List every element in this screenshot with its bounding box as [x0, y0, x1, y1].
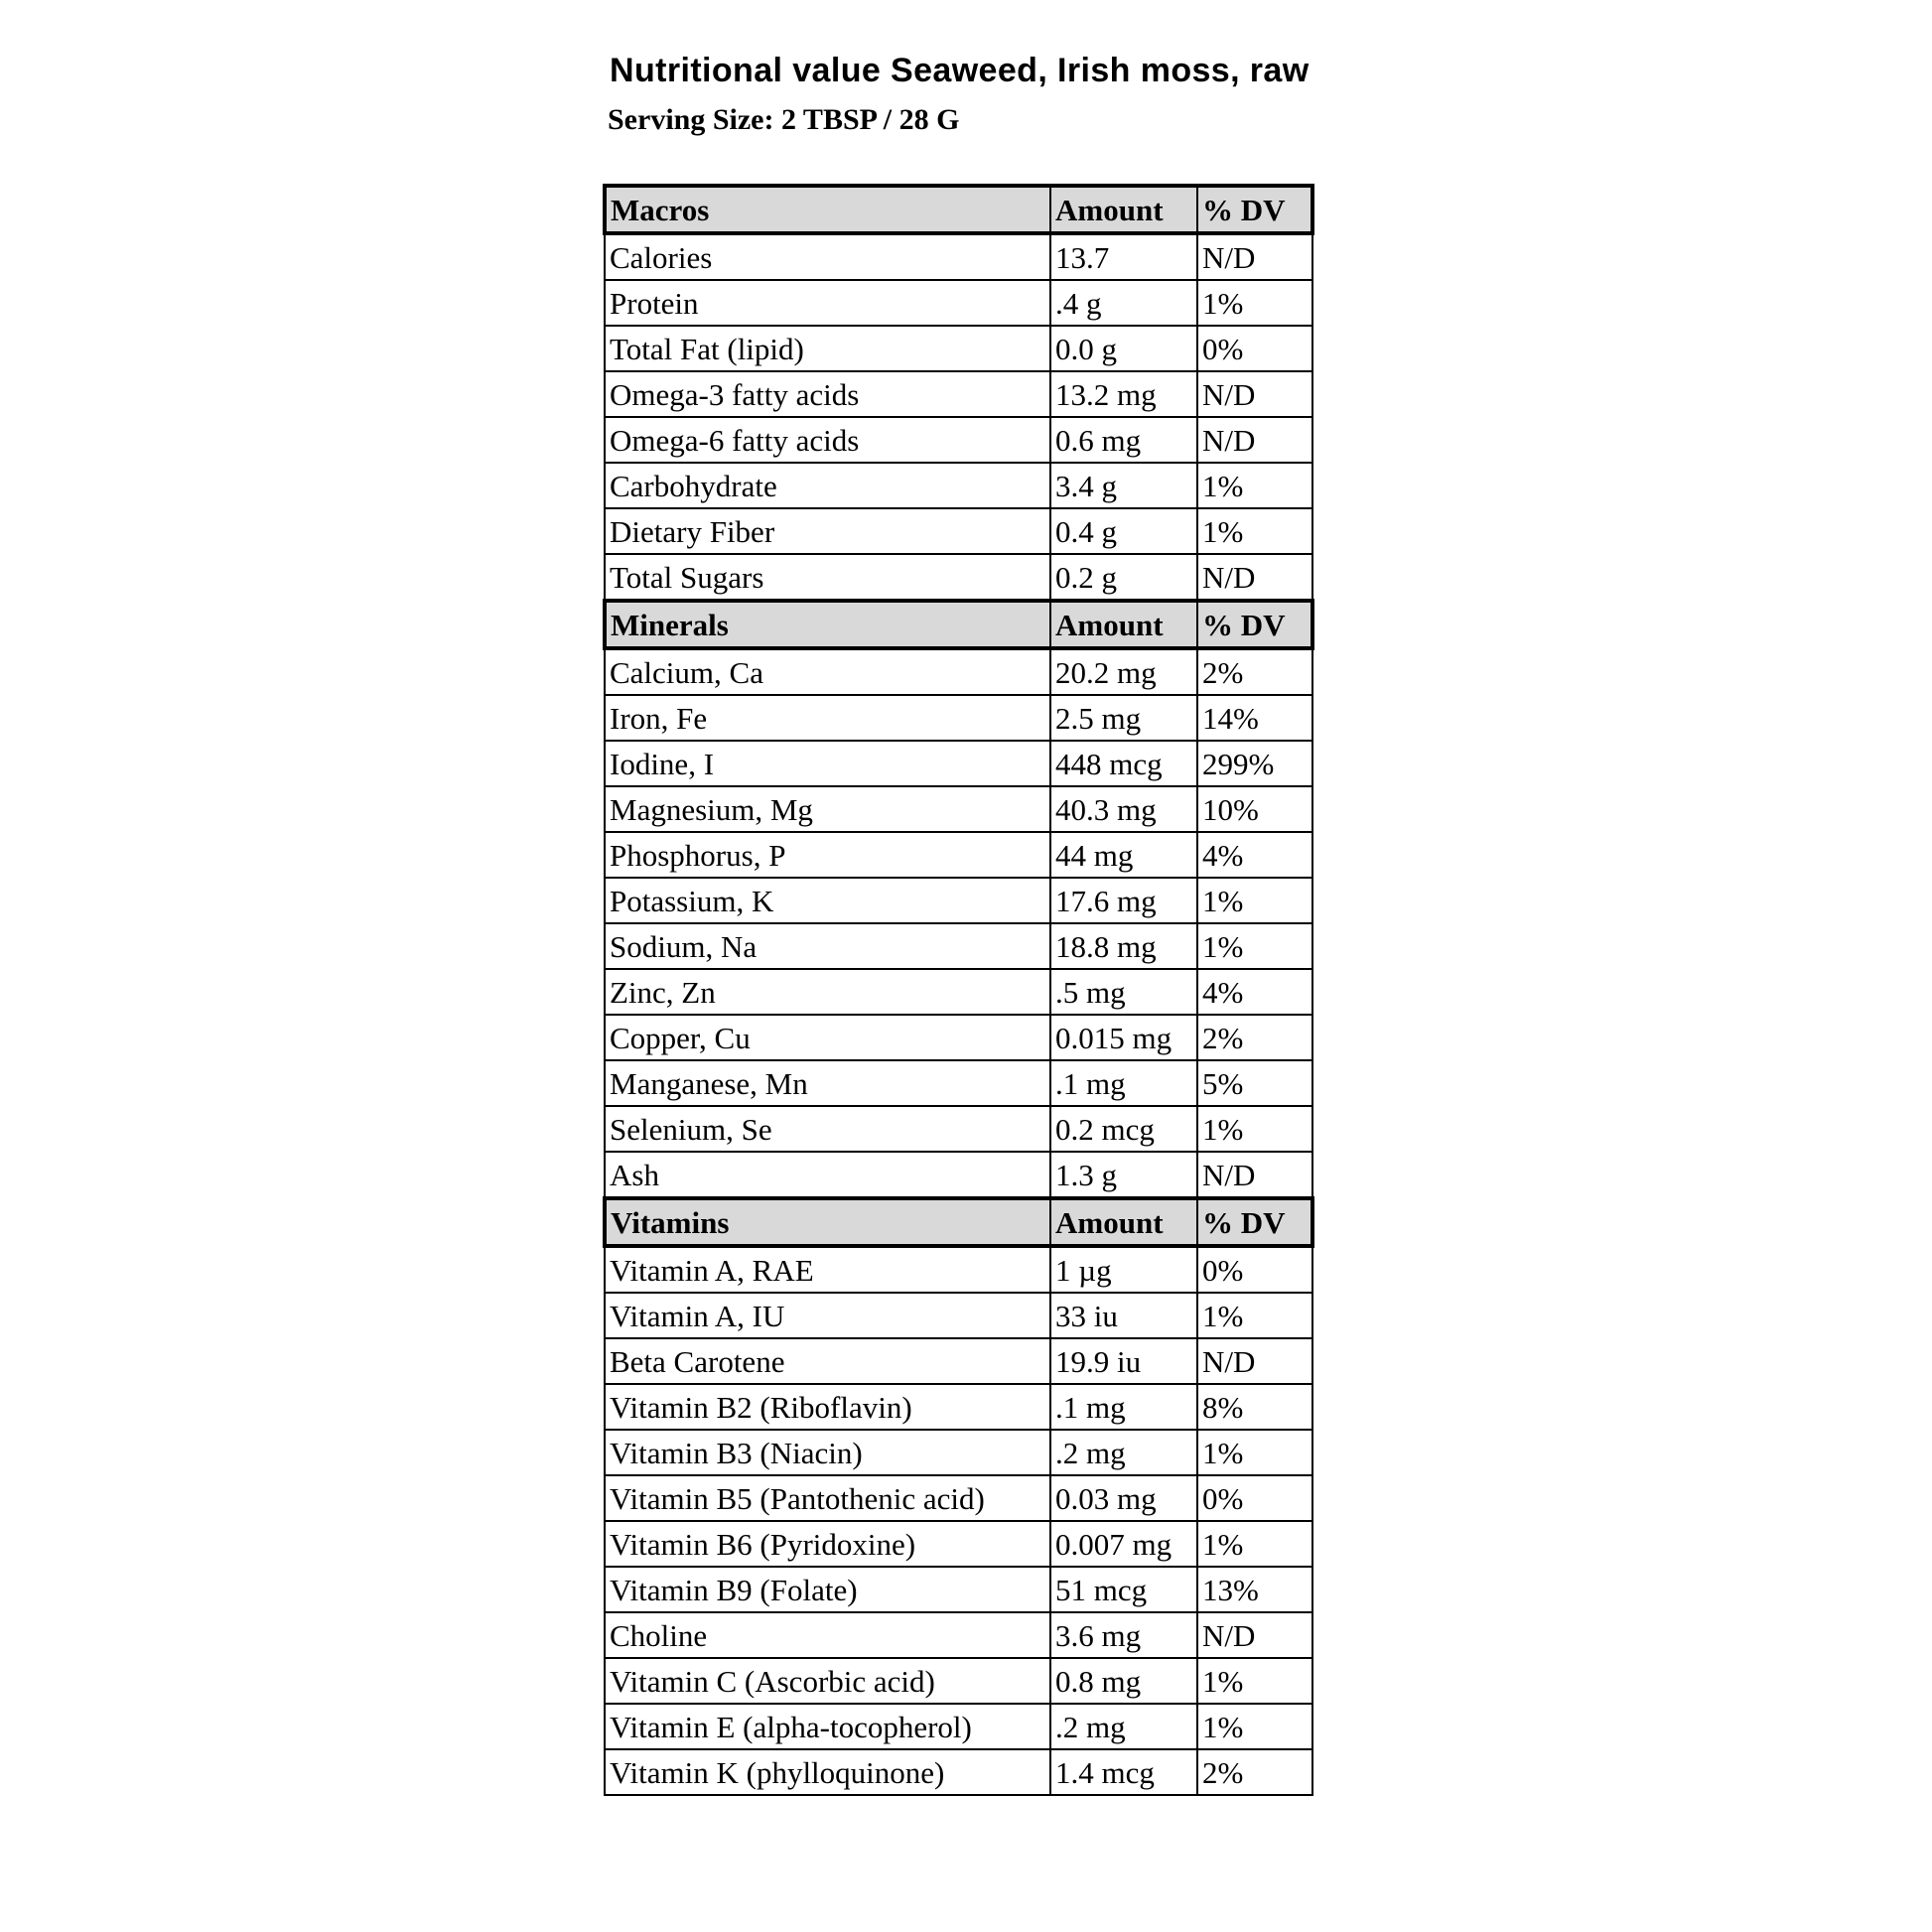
table-row — [605, 1060, 1312, 1106]
column-header-dv: % DV — [1197, 186, 1312, 233]
cell-dv: N/D — [1197, 1612, 1312, 1658]
cell-dv: 0% — [1197, 1246, 1312, 1293]
table-row — [605, 1658, 1312, 1704]
cell-amount: 1 µg — [1050, 1246, 1197, 1293]
cell-name: Omega-3 fatty acids — [605, 371, 1050, 417]
cell-amount: 0.4 g — [1050, 508, 1197, 554]
cell-amount: 13.2 mg — [1050, 371, 1197, 417]
cell-name: Magnesium, Mg — [605, 786, 1050, 832]
cell-amount: .2 mg — [1050, 1430, 1197, 1475]
cell-name: Vitamin B3 (Niacin) — [605, 1430, 1050, 1475]
cell-dv: 14% — [1197, 695, 1312, 741]
cell-amount: .2 mg — [1050, 1704, 1197, 1749]
cell-amount: 3.4 g — [1050, 463, 1197, 508]
cell-amount: 1.4 mcg — [1050, 1749, 1197, 1795]
cell-dv: 2% — [1197, 1015, 1312, 1060]
table-row — [605, 233, 1312, 280]
table-row — [605, 969, 1312, 1015]
table-row — [605, 1152, 1312, 1198]
section-header-row — [605, 601, 1312, 648]
cell-name: Ash — [605, 1152, 1050, 1198]
column-header-name: Vitamins — [605, 1198, 1050, 1246]
table-row — [605, 463, 1312, 508]
cell-amount: 0.6 mg — [1050, 417, 1197, 463]
cell-dv: 1% — [1197, 280, 1312, 326]
cell-amount: 0.2 mcg — [1050, 1106, 1197, 1152]
cell-dv: N/D — [1197, 417, 1312, 463]
cell-dv: 13% — [1197, 1567, 1312, 1612]
cell-name: Beta Carotene — [605, 1338, 1050, 1384]
cell-name: Vitamin B2 (Riboflavin) — [605, 1384, 1050, 1430]
cell-name: Potassium, K — [605, 878, 1050, 923]
cell-dv: 0% — [1197, 326, 1312, 371]
cell-dv: 1% — [1197, 1521, 1312, 1567]
section-header-row — [605, 186, 1312, 233]
cell-amount: .5 mg — [1050, 969, 1197, 1015]
cell-dv: 1% — [1197, 1658, 1312, 1704]
cell-name: Copper, Cu — [605, 1015, 1050, 1060]
table-row — [605, 326, 1312, 371]
cell-amount: 0.015 mg — [1050, 1015, 1197, 1060]
cell-name: Calcium, Ca — [605, 648, 1050, 695]
cell-amount: 40.3 mg — [1050, 786, 1197, 832]
cell-amount: 0.2 g — [1050, 554, 1197, 601]
table-row — [605, 371, 1312, 417]
cell-amount: 18.8 mg — [1050, 923, 1197, 969]
table-row — [605, 1521, 1312, 1567]
cell-dv: 1% — [1197, 1106, 1312, 1152]
cell-amount: 3.6 mg — [1050, 1612, 1197, 1658]
cell-dv: 5% — [1197, 1060, 1312, 1106]
cell-name: Dietary Fiber — [605, 508, 1050, 554]
cell-name: Omega-6 fatty acids — [605, 417, 1050, 463]
cell-dv: N/D — [1197, 233, 1312, 280]
table-row — [605, 695, 1312, 741]
cell-name: Iron, Fe — [605, 695, 1050, 741]
cell-amount: .1 mg — [1050, 1060, 1197, 1106]
cell-amount: 0.03 mg — [1050, 1475, 1197, 1521]
cell-dv: 1% — [1197, 1293, 1312, 1338]
cell-dv: 1% — [1197, 878, 1312, 923]
cell-name: Vitamin B6 (Pyridoxine) — [605, 1521, 1050, 1567]
cell-amount: 51 mcg — [1050, 1567, 1197, 1612]
table-row — [605, 1567, 1312, 1612]
cell-amount: 20.2 mg — [1050, 648, 1197, 695]
column-header-amount: Amount — [1050, 1198, 1197, 1246]
cell-name: Total Sugars — [605, 554, 1050, 601]
cell-amount: 0.0 g — [1050, 326, 1197, 371]
cell-amount: 448 mcg — [1050, 741, 1197, 786]
section-header-row — [605, 1198, 1312, 1246]
cell-name: Phosphorus, P — [605, 832, 1050, 878]
table-row — [605, 1749, 1312, 1795]
column-header-amount: Amount — [1050, 186, 1197, 233]
table-row — [605, 417, 1312, 463]
cell-name: Calories — [605, 233, 1050, 280]
table-row — [605, 878, 1312, 923]
cell-amount: 0.007 mg — [1050, 1521, 1197, 1567]
cell-dv: 8% — [1197, 1384, 1312, 1430]
cell-dv: 1% — [1197, 1430, 1312, 1475]
cell-amount: 33 iu — [1050, 1293, 1197, 1338]
cell-name: Vitamin E (alpha-tocopherol) — [605, 1704, 1050, 1749]
table-row — [605, 1704, 1312, 1749]
cell-dv: N/D — [1197, 1338, 1312, 1384]
cell-name: Vitamin B9 (Folate) — [605, 1567, 1050, 1612]
column-header-dv: % DV — [1197, 1198, 1312, 1246]
cell-name: Manganese, Mn — [605, 1060, 1050, 1106]
cell-dv: 2% — [1197, 1749, 1312, 1795]
cell-name: Iodine, I — [605, 741, 1050, 786]
cell-name: Choline — [605, 1612, 1050, 1658]
cell-amount: 2.5 mg — [1050, 695, 1197, 741]
table-row — [605, 648, 1312, 695]
cell-dv: 0% — [1197, 1475, 1312, 1521]
column-header-amount: Amount — [1050, 601, 1197, 648]
cell-name: Vitamin K (phylloquinone) — [605, 1749, 1050, 1795]
table-row — [605, 832, 1312, 878]
cell-name: Vitamin B5 (Pantothenic acid) — [605, 1475, 1050, 1521]
cell-name: Vitamin A, RAE — [605, 1246, 1050, 1293]
column-header-name: Macros — [605, 186, 1050, 233]
cell-amount: 44 mg — [1050, 832, 1197, 878]
cell-dv: 10% — [1197, 786, 1312, 832]
cell-dv: 1% — [1197, 1704, 1312, 1749]
cell-name: Vitamin C (Ascorbic acid) — [605, 1658, 1050, 1704]
cell-amount: .4 g — [1050, 280, 1197, 326]
cell-dv: 1% — [1197, 923, 1312, 969]
cell-dv: N/D — [1197, 554, 1312, 601]
cell-amount: .1 mg — [1050, 1384, 1197, 1430]
cell-dv: 4% — [1197, 969, 1312, 1015]
cell-name: Vitamin A, IU — [605, 1293, 1050, 1338]
column-header-name: Minerals — [605, 601, 1050, 648]
cell-dv: 4% — [1197, 832, 1312, 878]
page-title: Nutritional value Seaweed, Irish moss, raw — [610, 52, 1310, 89]
table-row — [605, 1475, 1312, 1521]
table-row — [605, 1612, 1312, 1658]
table-row — [605, 1338, 1312, 1384]
nutrition-table — [603, 184, 1314, 1796]
cell-name: Total Fat (lipid) — [605, 326, 1050, 371]
cell-dv: 299% — [1197, 741, 1312, 786]
table-row — [605, 280, 1312, 326]
cell-dv: N/D — [1197, 1152, 1312, 1198]
cell-amount: 13.7 — [1050, 233, 1197, 280]
serving-size: Serving Size: 2 TBSP / 28 G — [608, 103, 960, 136]
cell-amount: 1.3 g — [1050, 1152, 1197, 1198]
table-row — [605, 786, 1312, 832]
cell-amount: 19.9 iu — [1050, 1338, 1197, 1384]
cell-dv: N/D — [1197, 371, 1312, 417]
cell-name: Carbohydrate — [605, 463, 1050, 508]
table-row — [605, 508, 1312, 554]
cell-dv: 1% — [1197, 463, 1312, 508]
column-header-dv: % DV — [1197, 601, 1312, 648]
table-row — [605, 1384, 1312, 1430]
table-row — [605, 1015, 1312, 1060]
cell-dv: 1% — [1197, 508, 1312, 554]
table-row — [605, 1106, 1312, 1152]
cell-name: Protein — [605, 280, 1050, 326]
table-row — [605, 1430, 1312, 1475]
cell-amount: 0.8 mg — [1050, 1658, 1197, 1704]
table-row — [605, 923, 1312, 969]
cell-dv: 2% — [1197, 648, 1312, 695]
table-row — [605, 1246, 1312, 1293]
cell-name: Sodium, Na — [605, 923, 1050, 969]
table-row — [605, 741, 1312, 786]
table-row — [605, 1293, 1312, 1338]
table-row — [605, 554, 1312, 601]
cell-amount: 17.6 mg — [1050, 878, 1197, 923]
cell-name: Zinc, Zn — [605, 969, 1050, 1015]
cell-name: Selenium, Se — [605, 1106, 1050, 1152]
